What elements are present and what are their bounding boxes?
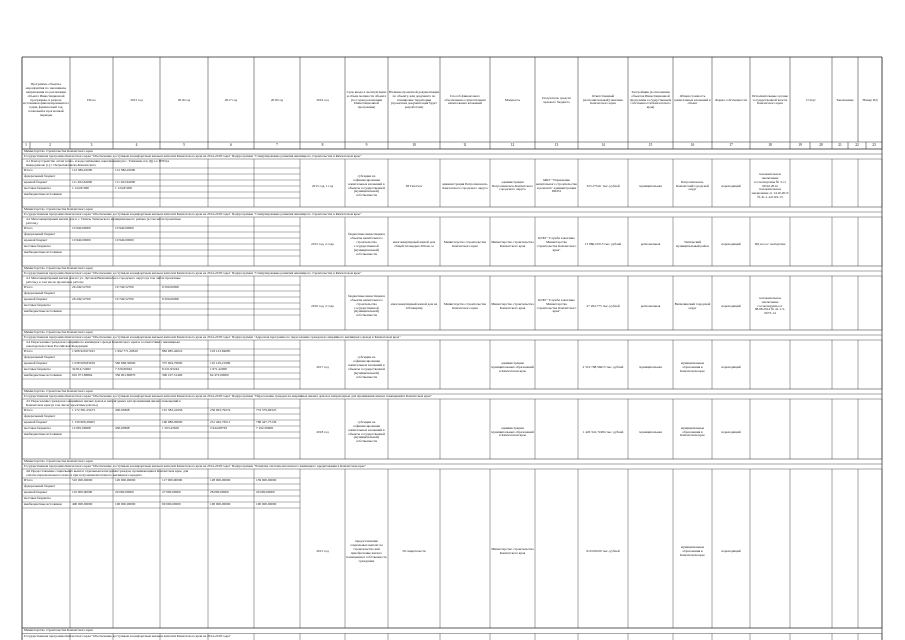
cell-builder: КГБУ "Служба заказчика Министерства строительства Камчатского края" [536,236,577,252]
cell-status: переходящий [721,242,741,247]
fin-label: внебюджетные источники [24,250,62,255]
fin-value-y2016: 191 583,41656 [162,408,183,413]
cell-customer: Министерство строительства Камчатского края [491,301,534,310]
column-header: Застройщик (в отношении объектов Инвестиционной программы государственной собственности Камчатского края) [629,89,672,110]
fin-value-total: 1 159 900,29405 [72,420,95,425]
fin-value-total: 112 386,45000 [72,168,93,173]
fin-value-y2015: 111 262,64000 [115,180,136,185]
object-name: 4.6 Предоставление социальных выплат отдельным категориям граждан, проживающим в Камчатском крае, для [26,469,189,473]
fin-label: местные бюджеты [24,496,51,501]
column-header: Наличие проектной документации по объекту, или документа по планировке территории (проектная документация будет разработана) [389,89,439,110]
fin-label: федеральный бюджет [24,232,56,237]
column-number: 2 [49,142,51,147]
cell-method: субсидии на софинансирование капитальных вложений в объекты государственной (муниципальной) собственности [348,173,385,198]
column-number: 23 [872,142,876,147]
column-header: Ответственный (исполнительный) заказчик Камчатского края [583,93,623,106]
fin-value-total: 111 262,64000 [72,180,93,185]
cell-status: переходящий [721,183,741,188]
column-number: 15 [648,142,653,147]
column-number: 16 [690,142,695,147]
column-header: Срок ввода в эксплуатацию и объем мощности объекта (по годам реализации Инвестиционной программы) [346,89,387,110]
cell-term: 2015 год, 2 года [311,242,334,247]
fin-label: местные бюджеты [24,303,51,308]
cell-recipient: администрация Петропавловск-Камчатского городского округа [441,181,489,190]
cell-recipient: Министерство строительства Камчатского края [443,301,487,310]
cell-customer: Министерство строительства Камчатского края [491,240,534,248]
cell-capacity: многоквартирный жилой дом на 120 квартир [390,301,438,310]
column-number: 20 [819,142,823,147]
fin-value-y2017: 128 000,00000 [210,478,231,483]
column-header: 2016 год [177,97,191,102]
fin-value-y2017: 100 000,00000 [210,502,231,507]
fin-value-y2018: 100 000,00000 [256,502,277,507]
cell-capacity: 56 свидетельств [402,549,426,554]
fin-value-total: 12 681,06068 [72,426,91,431]
fin-value-y2015: 100 000,00000 [115,502,136,507]
fin-value-y2015: 560 068,30000 [115,361,136,366]
column-header: Программа, объекты, мероприятия по заказчикам, направления по реализации объекта Инвестиционной программы, в разрезе источников финансирования по годам, финансовый год, плановый и прогнозный периоды [23,81,69,118]
fin-label: краевой бюджет [24,420,48,425]
program-row: Государственная программа Камчатского края "Обеспечение доступным и комфортным жильем жителей Камчатского края на 2014-2018 годы" Подпрограмма "Стимулирование развития жилищного строительства в Камчатском крае" [24,271,362,275]
ministry-row: Министерство строительства Камчатского края [24,149,93,153]
column-number: 3 [90,142,93,147]
column-number: 5 [183,142,185,147]
cell-status: переходящий [721,303,741,308]
column-number: 8 [321,142,324,147]
cell-organ: муниципальные образования в Камчатском крае [680,361,705,373]
cell-cost: 27 292,775 тыс. рублей [586,303,620,308]
fin-value-y2018: 768 447,75136 [256,420,277,425]
fin-label: местные бюджеты [24,186,51,191]
program-row: Государственная программа Камчатского края "Обеспечение доступным и комфортным жильем жителей Камчатского края на 2014-2018 годы" Подпрограмма "Стимулирование развития жилищного строительства в Камчатском крае" [24,212,362,216]
fin-value-y2017: 251 462,76511 [210,420,231,425]
fin-value-y2016: 6 500,00000 [162,297,179,302]
cell-organ: муниципальные образования в Камчатском крае [680,425,705,438]
fin-label: Итого [24,408,33,413]
fin-value-y2018: 29 000,00000 [256,490,275,495]
fin-label: внебюджетные источники [24,432,62,437]
cell-term: 2016 год, 2 года [311,303,334,308]
column-header: Форма собственности [715,97,747,102]
fin-value-y2016: 90 000,00000 [162,502,181,507]
cell-method: бюджетные инвестиции в объекты капитального строительства государственной (муниципальной) собственности [347,232,386,256]
cell-ownership: муниципальная [639,183,662,188]
object-name-cont: работы) [26,221,38,225]
fin-value-y2016: 6 521,93244 [162,367,179,372]
fin-label: внебюджетные источники [24,502,62,507]
cell-method: субсидии на софинансирование капитальных вложений в объекты государственной (муниципальной) собственности [348,419,385,444]
cell-ownership: муниципальная [639,429,662,434]
ministry-row: Министерство строительства Камчатского края [24,207,93,211]
ministry-row: Министерство строительства Камчатского края [24,389,93,393]
cell-capacity: 38 Гкал/час [405,183,423,188]
fin-value-y2015: 430,03898 [115,426,130,431]
cell-cost: 13 986,10513 тыс. рублей [584,242,622,247]
cell-term: 2015 год [316,549,329,554]
column-number: 22 [855,142,859,147]
fin-value-y2018: 774 379,69323 [256,408,277,413]
fin-value-y2015: 19 749,52700 [115,297,134,302]
program-row: Государственная программа Камчатского края "Обеспечение доступным и комфортным жильем жителей Камчатского края на 2014-2018 годы" [24,634,231,638]
fin-value-y2016: 300 197,51400 [162,373,183,378]
fin-label: внебюджетные источники [24,192,62,197]
object-name-cont: микрорайоне (1) г. Петропавловска-Камчатского [26,163,97,167]
object-name-cont: работы), в том числе проектные работы [26,280,84,284]
cell-status: переходящий [721,549,741,554]
program-row: Государственная программа Камчатского края "Обеспечение доступным и комфортным жильем жителей Камчатского края на 2014-2018 годы" Подпрограмма "Переселение граждан из аварийных жилых домов и непригодных для проживания жилых помещений в Камчатском крае" [24,394,432,398]
cell-method: предоставление социальных выплат на строительство или приобретение жилого помещения в собственность гражданам [346,539,387,563]
cell-recipient: Министерство строительства Камчатского края [443,240,487,248]
object-name: 4.1 Благоустройство сетей тепло- и водоснабжения, канализации (пос. Таёжный, п/к Д)(1-х ПТП) в [26,159,170,163]
column-number: 17 [729,142,733,147]
fin-value-y2017: 256 093,79274 [210,408,231,413]
fin-label: местные бюджеты [24,244,51,249]
fin-value-total: 26 249,52700 [72,285,91,290]
column-number: 10 [412,142,416,147]
fin-value-y2016: 117 000,00000 [162,478,183,483]
column-number: 9 [365,142,368,147]
cell-cost: 1 420 341,72484 тыс. рублей [582,429,624,434]
column-number: 11 [463,142,467,147]
column-header: Мощность [504,97,521,102]
cell-organ: муниципальные образования в Камчатском крае [680,545,705,557]
fin-label: Итого [24,168,33,173]
column-header: Статус [806,97,816,102]
fin-value-y2016: 882 985,46210 [162,349,183,354]
column-header: Заключение [836,97,854,102]
fin-value-total: 10 940,00000 [72,238,91,243]
ministry-row: Министерство строительства Камчатского края [24,459,93,463]
program-row: Государственная программа Камчатского края "Обеспечение доступным и комфортным жильем жителей Камчатского края на 2014-2018 годы" Подпрограмма "Развитие системы ипотечного жилищного кредитования в Камчатском крае" [24,464,366,468]
column-number: 7 [276,142,278,147]
fin-value-y2017: 62 472,00000 [210,373,229,378]
column-number: 12 [510,142,515,147]
cell-builder: МКУ "Управление капитального строительства и ремонта" администрации ПКГО [536,177,577,194]
fin-value-y2017: 110 129,21999 [210,361,231,366]
cell-customer: Министерство строительства Камчатского края [491,547,534,555]
fin-label: местные бюджеты [24,426,51,431]
fin-value-y2015: 20 000,00000 [115,490,134,495]
cell-customer: администрации муниципальных образований в Камчатском крае [491,361,534,373]
fin-value-y2015: 10 940,00000 [115,238,134,243]
column-header: Способ финансового обеспечения осуществления капитальных вложений [444,93,486,106]
fin-label: Итого [24,478,33,483]
fin-value-y2016: 1 503,43656 [162,426,179,431]
fin-value-y2015: 1 124,81000 [115,186,132,191]
column-header: 2019 год [316,97,329,102]
fin-value-y2015: 356 001,80870 [115,373,136,378]
ministry-row: Министерство строительства Камчатского края [24,330,93,334]
column-number: 19 [798,142,802,147]
fin-value-y2015: 112 386,45000 [115,168,136,173]
fin-label: Итого [24,285,33,290]
cell-builder: КГБУ "Служба заказчика Министерства строительства Камчатского края" [536,297,577,314]
fin-value-y2016: 375 904,70000 [162,361,183,366]
cell-organ: Вилючинский городской округ [674,301,711,310]
fin-value-y2015: 430,03898 [115,408,130,413]
fin-label: федеральный бюджет [24,484,56,489]
fin-label: краевой бюджет [24,238,48,243]
column-header: Получатель средств краевого бюджета [542,95,571,104]
column-number: 13 [554,142,559,147]
column-header: Исполнительные органы государственной власти Камчатского края [752,93,788,106]
fin-value-y2018: 139 000,00000 [256,478,277,483]
fin-value-total: 1 038 006,83459 [72,361,95,366]
cell-conclusion: ПД на гос экспертизе [754,242,786,247]
fin-value-total: 1 908 920,07425 [72,349,95,354]
fin-label: федеральный бюджет [24,291,56,296]
cell-term: 2018 год [316,429,329,434]
object-name-cont: оплаты первоначального взноса при получении ипотечного жилищного кредита [26,473,142,477]
fin-value-y2016: 6 500,00000 [162,285,179,290]
cell-ownership: региональная [640,303,661,308]
fin-value-y2016: 190 080,00000 [162,420,183,425]
fin-value-total: 1 172 581,25473 [72,408,95,413]
fin-value-y2015: 10 940,00000 [115,226,134,231]
program-row: Государственная программа Камчатского края "Обеспечение доступным и комфортным жильем жителей Камчатского края на 2014-2018 годы" Подпрограмма "Стимулирование развития жилищного строительства в Камчатском крае" [24,154,362,158]
fin-value-total: 10 940,00000 [72,226,91,231]
column-header: Номер ПД [862,97,878,102]
column-header: Итого [87,97,96,102]
object-name: 4.2 Многоквартирный жилой дом в с. Тигиль Тигильского муниципального района (в том числе проектные [26,217,181,221]
column-number: 14 [601,142,605,147]
fin-value-y2017: 28 000,00000 [210,490,229,495]
fin-label: федеральный бюджет [24,174,56,179]
fin-value-total: 1 124,81000 [72,186,89,191]
fin-value-y2017: 2 944,98763 [210,426,227,431]
cell-conclusion: положительное заключение госэкспертизы от 08.08.2014 № 41-1-5-0073-14 [754,295,786,316]
cell-term: 2017 год [316,365,329,370]
fin-value-y2015: 120 000,00000 [115,478,136,483]
column-header: Общая стоимость капитальных вложений в объект [674,93,711,106]
object-name: 4.5 Переселение граждан из аварийных жилых домов и непригодных для проживания жилых помещений в [26,399,181,403]
column-header: 2015 год [130,97,143,102]
fin-value-y2018: 7 162,59609 [256,426,273,431]
cell-customer: администрации муниципальных образований в Камчатском крае [491,425,534,438]
fin-label: краевой бюджет [24,180,48,185]
cell-method: бюджетные инвестиции в объекты капитального строительства государственной (муниципальной) собственности [347,293,386,318]
program-row: Государственная программа Камчатского края "Обеспечение доступным и комфортным жильем жителей Камчатского края на 2014-2018 годы" Подпрограмма "Адресная программа по переселению граждан из аварийного жилищного фонда в Камчатском крае" [24,335,401,339]
column-number: 18 [768,142,772,147]
fin-label: внебюджетные источники [24,309,62,314]
cell-conclusion: положительное заключение госэкспертизы № 3 от 06.02.2014 положительное заключение от 14.10.2013 № 41-1-4-0119-13 [751,171,789,200]
fin-label: внебюджетные источники [24,373,62,378]
column-header: 2018 год [270,97,284,102]
column-number: 4 [135,142,138,147]
object-name-cont: законодательством Российской Федерации [26,344,88,348]
fin-value-y2017: 1 971,42000 [210,367,227,372]
column-number: 21 [838,142,842,147]
cell-status: переходящий [721,365,741,370]
fin-label: краевой бюджет [24,297,48,302]
fin-value-total: 910 071,86864 [72,373,93,378]
cell-cost: 610 000,00 тыс. рублей [586,549,620,554]
cell-status: переходящий [721,429,741,434]
fin-value-y2015: 1 992 771,26810 [115,349,138,354]
cell-ownership: региональная [640,242,661,247]
fin-value-total: 110 000,00000 [72,490,93,495]
column-number: 1 [25,142,27,147]
cell-cost: 323 273,61 тыс. рублей [586,183,620,188]
cell-customer: администрация Петропавловск-Камчатского городского округа [491,179,534,192]
object-name-cont: Камчатском крае (в том числе проектные работы) [26,403,98,407]
object-name: 4.4 Переселение граждан из аварийного жилищного фонда Камчатского края в соответствии с жилищным [26,340,180,344]
fin-label: федеральный бюджет [24,355,56,360]
fin-label: федеральный бюджет [24,414,56,419]
fin-value-total: 34 814,74282 [72,367,91,372]
column-header: 2017 год [224,97,238,102]
fin-value-y2015: 19 749,52700 [115,285,134,290]
cell-ownership: муниципальная [639,365,662,370]
cell-method: субсидии на софинансирование капитальных вложений в объекты государственной (муниципальной) собственности [348,355,385,379]
cell-term: 2015 год, 1 год [311,183,334,188]
fin-value-total: 510 000,00000 [72,478,93,483]
fin-label: краевой бюджет [24,361,48,366]
object-name: 4.3 Многоквартирный жилой дом по ул. Луговой Вилючинского городского округа (в том числе проектные [26,276,181,280]
fin-label: местные бюджеты [24,367,51,372]
fin-label: краевой бюджет [24,490,48,495]
fin-value-total: 26 249,52700 [72,297,91,302]
fin-value-y2015: 7 320,60042 [115,367,132,372]
fin-value-total: 400 000,00000 [72,502,93,507]
cell-cost: 2 519 708,56615 тыс. рублей [582,365,624,370]
fin-label: Итого [24,226,33,231]
cell-organ: Тигильский муниципальный район [676,240,709,248]
ministry-row: Министерство строительства Камчатского края [24,629,93,632]
fin-value-y2017: 103 123,84685 [210,349,231,354]
cell-capacity: многоквартирный жилой дом общей площадью 200 кв. м [392,240,436,248]
fin-label: Итого [24,349,33,354]
cell-organ: Петропавловск-Камчатский городской округ [676,179,709,192]
column-number: 6 [230,142,232,147]
ministry-row: Министерство строительства Камчатского края [24,266,93,270]
fin-value-y2016: 27 000,00000 [162,490,181,495]
